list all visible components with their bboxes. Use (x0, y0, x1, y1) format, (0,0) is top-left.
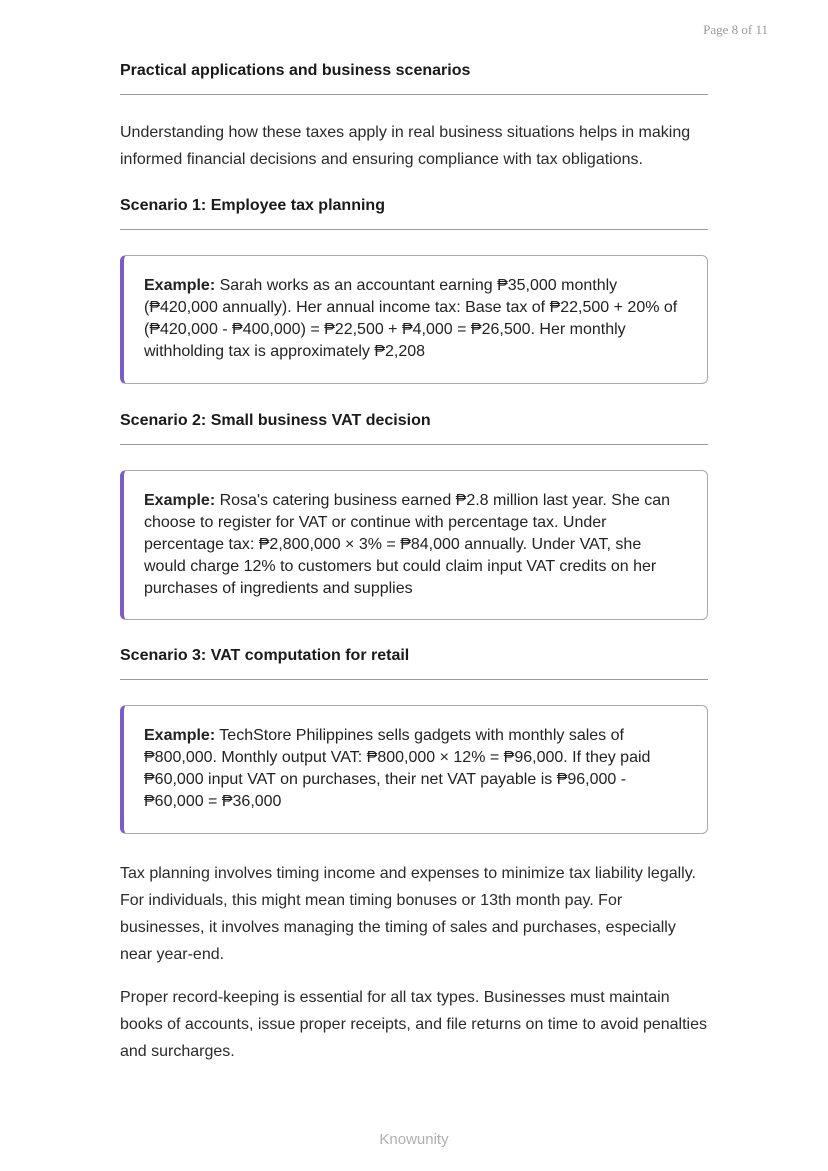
footer-brand: Knowunity (379, 1131, 449, 1148)
scenario-3-example-box (120, 705, 708, 834)
scenario-1-title: Scenario 1: Employee tax planning (120, 193, 708, 230)
closing-paragraph-1: Tax planning involves timing income and expenses to minimize tax liability legally. For individuals, this might mean timing bonuses or 13th month pay. For businesses, it involves managing the timing of sales and purchases, especially near year-end. (120, 865, 696, 963)
example-text: Rosa's catering business earned ₱2.8 million last year. She can choose to register for VAT or continue with percentage tax. Under percentage tax: ₱2,800,000 × 3% = ₱84,000 annually. Under VAT, she would charge 12% to customers but could claim input VAT credits on her purchases of ingredients and supplies (144, 492, 670, 597)
scenario-2-title: Scenario 2: Small business VAT decision (120, 408, 708, 445)
closing-paragraph-2: Proper record-keeping is essential for all tax types. Businesses must maintain books of accounts, issue proper receipts, and file returns on time to avoid penalties and surcharges. (120, 989, 707, 1060)
document-content (120, 58, 708, 1065)
scenario-1-example-box (120, 255, 708, 384)
example-label: Example: (144, 727, 216, 744)
example-label: Example: (144, 277, 216, 294)
intro-paragraph: Understanding how these taxes apply in real business situations helps in making informed financial decisions and ensuring compliance with tax obligations. (120, 124, 691, 168)
example-text: Sarah works as an accountant earning ₱35,000 monthly (₱420,000 annually). Her annual income tax: Base tax of ₱22,500 + 20% of (₱420,000 - ₱400,000) = ₱22,500 + ₱4,000 = ₱26,500. Her monthly withholding tax is approximately ₱2,208 (144, 277, 678, 360)
example-text: TechStore Philippines sells gadgets with monthly sales of ₱800,000. Monthly output VAT: ₱800,000 × 12% = ₱96,000. If they paid ₱60,000 input VAT on purchases, their net VAT payable is ₱96,000 - ₱60,000 = ₱36,000 (144, 727, 651, 810)
section-title: Practical applications and business scenarios (120, 58, 708, 95)
scenario-3-title: Scenario 3: VAT computation for retail (120, 643, 708, 680)
example-label: Example: (144, 492, 216, 509)
page-number: Page 8 of 11 (703, 22, 768, 37)
scenario-2-example-box (120, 470, 708, 620)
